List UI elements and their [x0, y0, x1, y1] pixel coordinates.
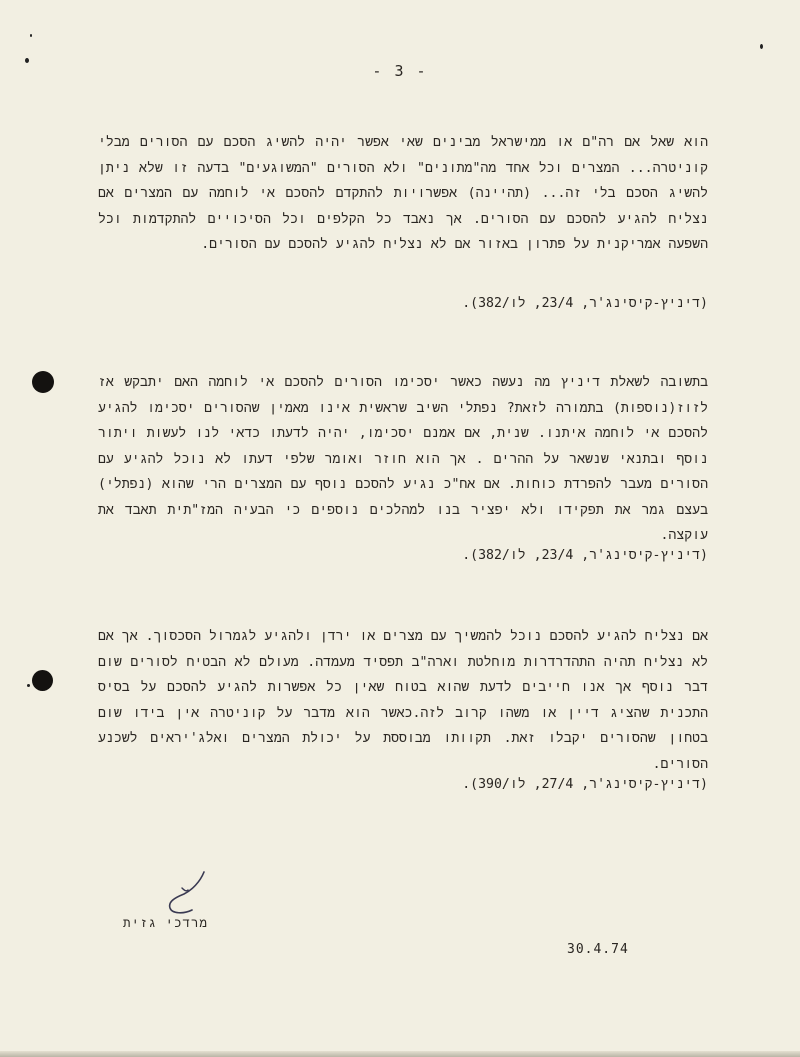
- paragraph-text: בתשובה לשאלת דיניץ מה נעשה כאשר יסכימו הסורים להסכם אי לוחמה האם יתבקש אז לזוז(נוספות) בתמורה לזאת? נפתלי השיב שראשית אינו מאמין שהסורים יסכימו להגיע להסכם אי לוחמה איתנו. שנית, אם אמנם יסכימו, יהיה לדעתו כדאי לנו לעשות ויתור נוסף ובתנאי שנשאר על ההרים . אך הוא חוזר ואומר שלפי דעתו לא נוכל להגיע עם הסורים מעבר להפרדת כוחות. אם אח"כ נגיע להסכם נוסף עם המצרים הרי שהוא (נפתלי) בעצם גמר את תפקידו ולא יפציר בנו למהלכים נוספים כי הבעיה המז"תית תאבד את עוקצה.: [98, 375, 708, 543]
- handwritten-signature: [162, 868, 222, 918]
- paragraph-text: הוא שאל אם רה"ם או ממישראל מבינים שאי אפשר יהיה להשיג הסכם עם הסורים מבלי קוניטרה... המצרים וכל אחד מה"מתונים" ולא הסורים "המשוגעים" בדעה זו שלא ניתן להשיג הסכם בלי זה... (תהיינה) אפשרויות להתקדם להסכם אי לוחמה עם המצרים אם נצליח להגיע להסכם עם הסורים. אך נאבד כל הקלפים וכל הסיכויים להתקדמות וכל השפעה אמריקנית על פתרון באזור אם לא נצליח להגיע להסכם עם הסורים.: [98, 135, 708, 252]
- citation-3: (דיניץ-קיסינג'ר, 27/4, לו/390).: [462, 777, 708, 792]
- paragraph-3: [98, 624, 708, 777]
- page-edge: [0, 1051, 800, 1057]
- signer-name: מרדכי גזית: [122, 915, 208, 930]
- document-date: 30.4.74: [567, 942, 629, 957]
- citation-1: (דיניץ-קיסינג'ר, 23/4, לו/382).: [462, 296, 708, 311]
- bullet-marker: [32, 670, 53, 691]
- paragraph-2: [98, 370, 708, 549]
- page-number: - 3 -: [372, 62, 428, 80]
- ink-speck: [760, 44, 763, 49]
- paragraph-1: [98, 130, 708, 258]
- citation-2: (דיניץ-קיסינג'ר, 23/4, לו/382).: [462, 548, 708, 563]
- ink-speck: [27, 684, 30, 687]
- bullet-marker: [32, 371, 54, 393]
- paragraph-text: אם נצליח להגיע להסכם נוכל להמשיך עם מצרים או ירדן ולהגיע לגמרול הסכסוך. אך אם לא נצליח תהיה התהדרדרות מוחלטת וארה"ב תפסיד מעמדה. מעולם לא הבטיח לסורים שום דבר נוסף אך אנו חייבים לדעת שהוא בטוח שאין כל אפשרות להגיע להסכם על בסיס התכנית שהציג דיין או משהו קרוב לזה.כאשר הוא מדבר על קוניטרה אין בידו שום בטחון שהסורים יקבלו זאת. תקוותו מבוססת על יכולת המצרים ואלג'יראים לשכנע הסורים.: [98, 629, 708, 772]
- ink-speck: [30, 34, 32, 37]
